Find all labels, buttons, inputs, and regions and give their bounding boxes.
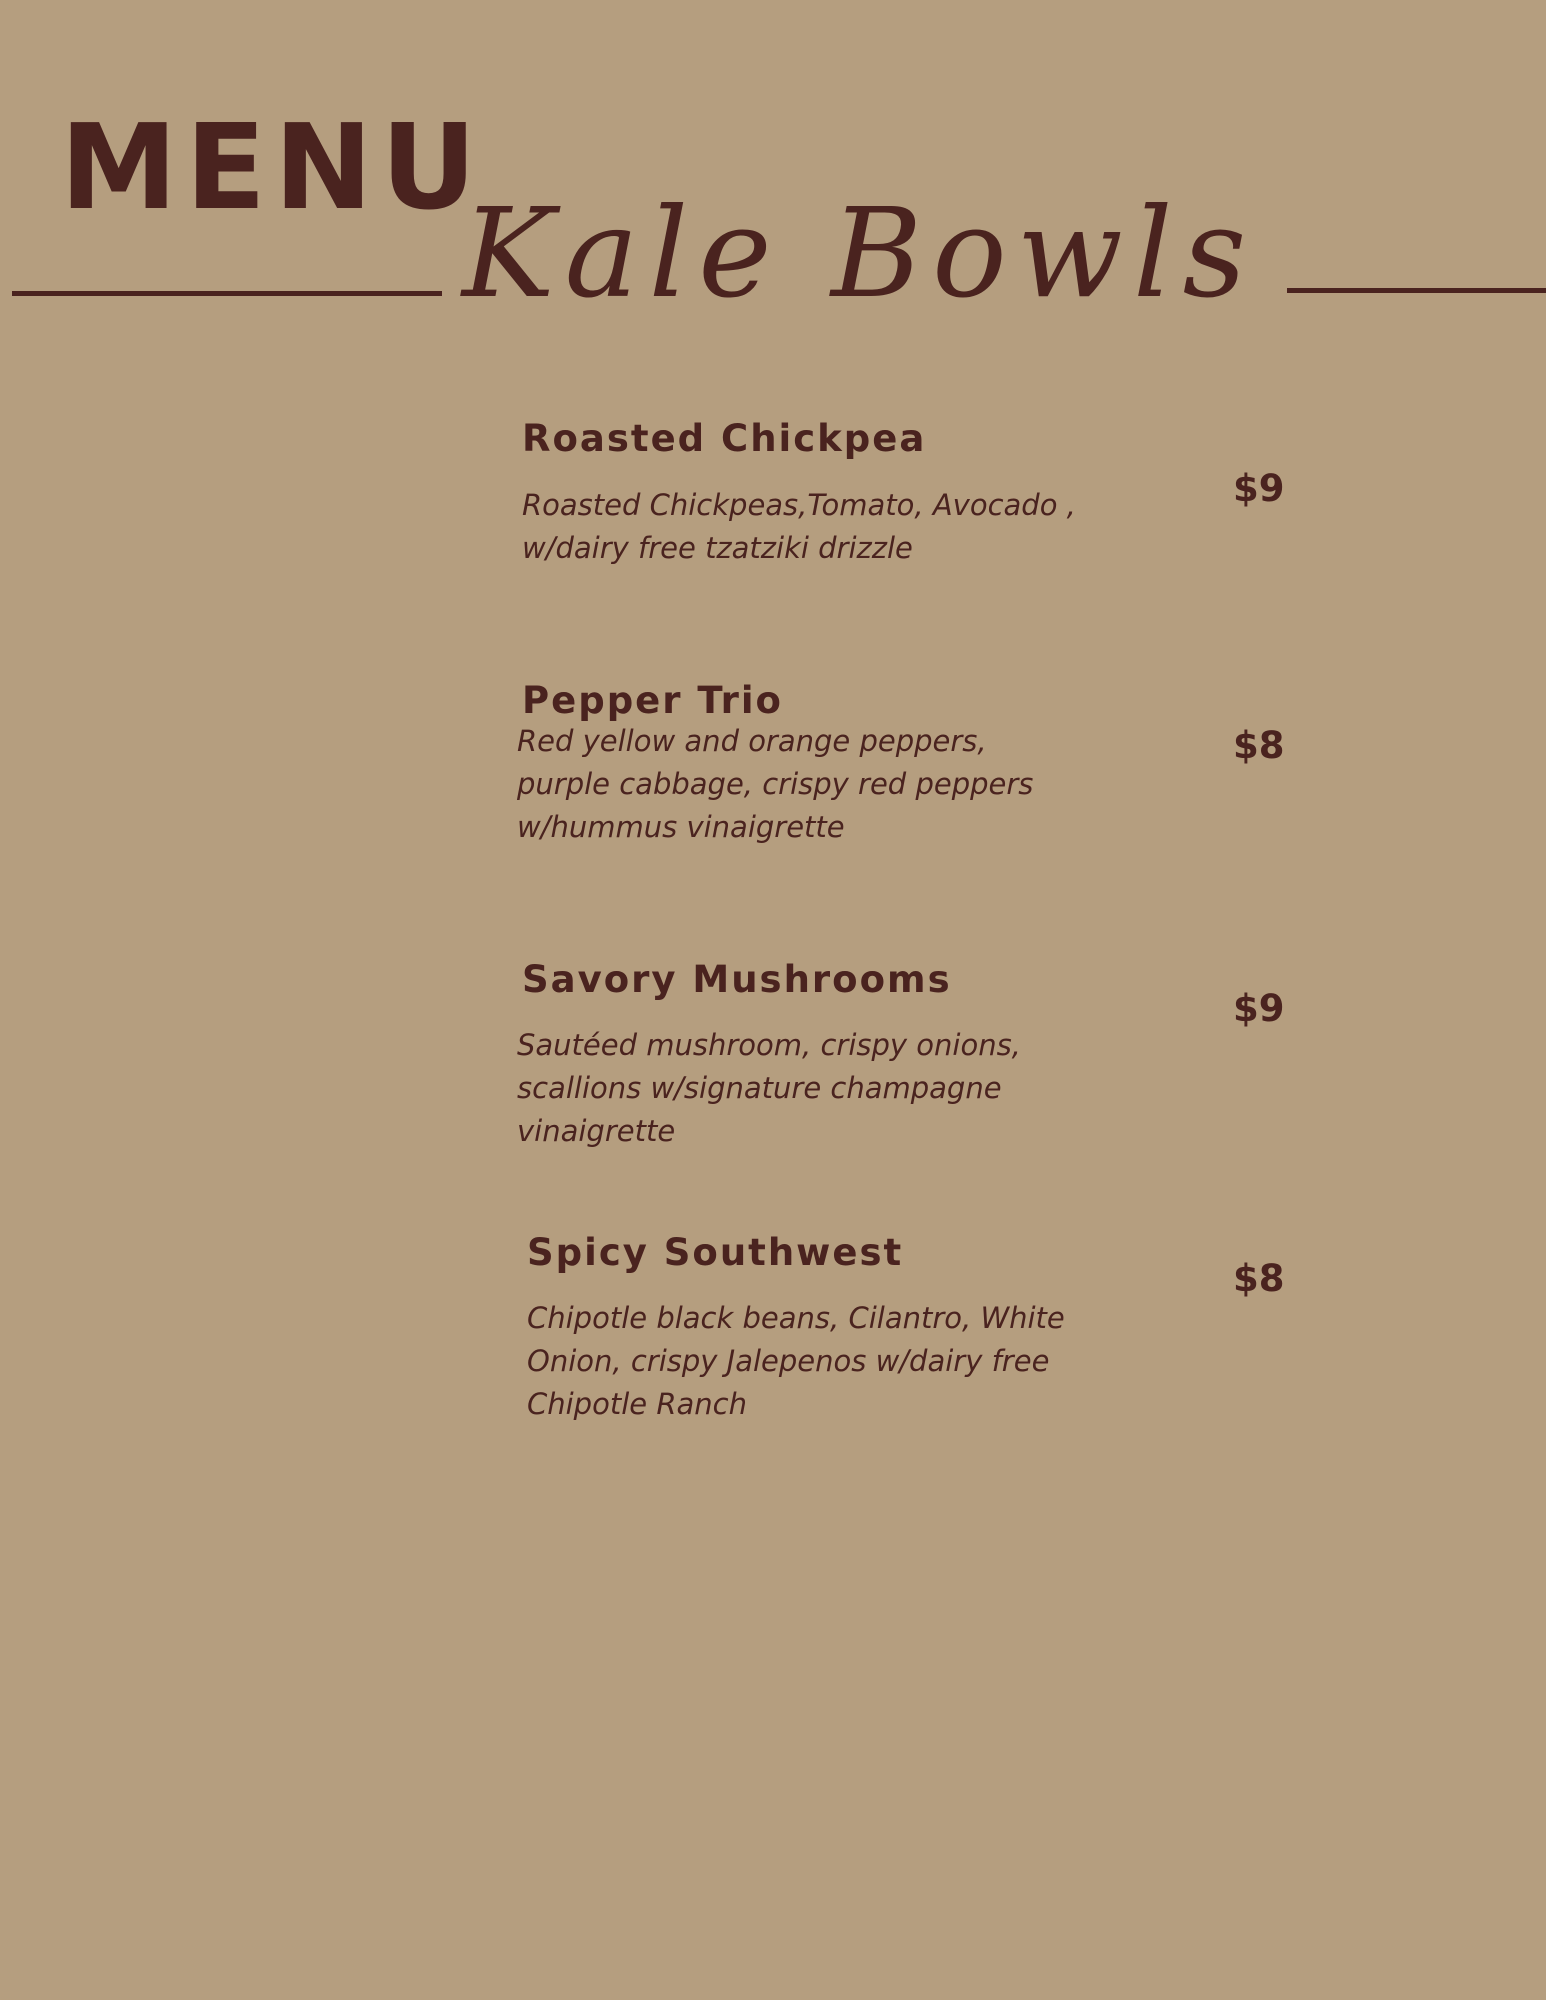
item-price: $8: [1233, 724, 1285, 767]
item-price: $9: [1233, 467, 1285, 510]
item-name: Pepper Trio: [522, 679, 783, 722]
item-name: Spicy Southwest: [527, 1231, 904, 1274]
item-name: Roasted Chickpea: [522, 417, 927, 460]
item-description: Red yellow and orange peppers, purple cabbage, crispy red peppers w/hummus vinaigrette: [517, 724, 1034, 844]
left-divider-line: [12, 291, 442, 296]
item-price: $9: [1233, 987, 1285, 1030]
page-title: Kale Bowls: [462, 182, 1257, 326]
menu-label: MENU: [60, 98, 485, 236]
item-name: Savory Mushrooms: [522, 958, 952, 1001]
item-description: Roasted Chickpeas,Tomato, Avocado , w/dairy free tzatziki drizzle: [522, 488, 1076, 565]
right-divider-line: [1287, 288, 1546, 293]
item-description: Sautéed mushroom, crispy onions, scallions w/signature champagne vinaigrette: [517, 1028, 1021, 1148]
item-price: $8: [1233, 1257, 1285, 1300]
item-description: Chipotle black beans, Cilantro, White Onion, crispy Jalepenos w/dairy free Chipotle Ranch: [527, 1301, 1065, 1421]
